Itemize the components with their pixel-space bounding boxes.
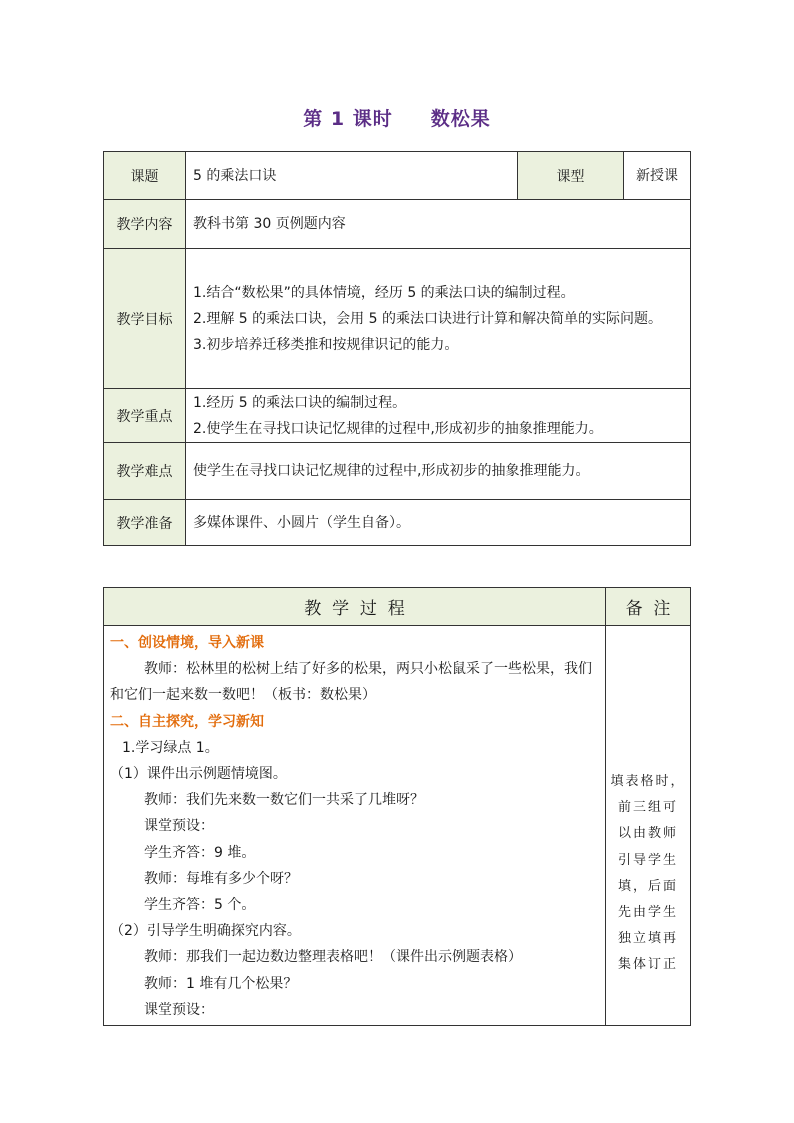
note-line: 填，后面	[617, 878, 678, 894]
note-line: 填表格时，	[610, 774, 686, 789]
topic-value: 5 的乘法口诀	[186, 152, 518, 200]
goals-label: 教学目标	[104, 249, 186, 389]
section-heading: 一、创设情境，导入新课	[110, 635, 264, 651]
difficulty-row	[104, 443, 691, 500]
dialogue-line: 学生齐答：9 堆。	[144, 844, 256, 861]
teaching-process-table	[103, 587, 691, 1026]
dialogue-line: 课堂预设：	[144, 1001, 214, 1018]
type-value: 新授课	[624, 152, 691, 200]
type-label: 课型	[518, 152, 624, 200]
content-label: 教学内容	[104, 200, 186, 249]
key-point-item: 1.经历 5 的乘法口诀的编制过程。	[193, 394, 407, 411]
lesson-info-table	[103, 151, 691, 546]
process-header-row	[104, 588, 691, 626]
difficulty-value: 使学生在寻找口诀记忆规律的过程中,形成初步的抽象推理能力。	[186, 443, 691, 500]
goal-item: 1.结合“数松果”的具体情境，经历 5 的乘法口诀的编制过程。	[193, 284, 575, 301]
step-line: （1）课件出示例题情境图。	[110, 766, 287, 783]
key-point-item: 2.使学生在寻找口诀记忆规律的过程中,形成初步的抽象推理能力。	[193, 420, 603, 437]
process-header: 教 学 过 程	[104, 588, 606, 626]
note-line: 以由教师	[617, 826, 678, 842]
dialogue-line: 教师：我们先来数一数它们一共采了几堆呀？	[144, 792, 424, 809]
key-points-label: 教学重点	[104, 389, 186, 443]
lesson-name: 数松果	[430, 108, 491, 130]
topic-row	[104, 152, 691, 200]
dialogue-line: 教师：那我们一起边数边整理表格吧！（课件出示例题表格）	[144, 949, 522, 966]
dialogue-line: 学生齐答：5 个。	[144, 897, 256, 914]
difficulty-label: 教学难点	[104, 443, 186, 500]
key-points-row	[104, 389, 691, 443]
goal-item: 3.初步培养迁移类推和按规律识记的能力。	[193, 336, 459, 353]
notes-header: 备 注	[606, 588, 691, 626]
goals-row	[104, 249, 691, 389]
content-row	[104, 200, 691, 249]
lesson-number: 第 1 课时	[303, 108, 393, 130]
preparation-value: 多媒体课件、小圆片（学生自备）。	[186, 500, 691, 546]
step-line: （2）引导学生明确探究内容。	[110, 923, 301, 940]
note-line: 集体订正	[617, 957, 678, 973]
dialogue-line: 教师：每堆有多少个呀？	[144, 870, 298, 887]
process-body-row	[104, 626, 691, 1026]
goals-list	[186, 249, 691, 389]
topic-label: 课题	[104, 152, 186, 200]
content-value: 教科书第 30 页例题内容	[186, 200, 691, 249]
process-content	[104, 626, 606, 1026]
note-line: 独立填再	[617, 931, 678, 947]
note-line: 先由学生	[617, 905, 678, 921]
goal-item: 2.理解 5 的乘法口诀，会用 5 的乘法口诀进行计算和解决简单的实际问题。	[193, 310, 662, 327]
key-points-list	[186, 389, 691, 443]
dialogue-line: 课堂预设：	[144, 818, 214, 835]
section-heading: 二、自主探究，学习新知	[110, 713, 264, 730]
point-heading: 1.学习绿点 1。	[122, 739, 219, 756]
note-line: 前三组可	[617, 800, 678, 816]
process-notes	[606, 626, 691, 1026]
lesson-title	[0, 104, 794, 131]
preparation-label: 教学准备	[104, 500, 186, 546]
paragraph: 教师：松林里的松树上结了好多的松果，两只小松鼠采了一些松果，我们和它们一起来数一数吧！（板书：数松果）	[110, 661, 592, 704]
dialogue-line: 教师：1 堆有几个松果？	[144, 975, 298, 992]
preparation-row	[104, 500, 691, 546]
note-line: 引导学生	[617, 852, 678, 868]
